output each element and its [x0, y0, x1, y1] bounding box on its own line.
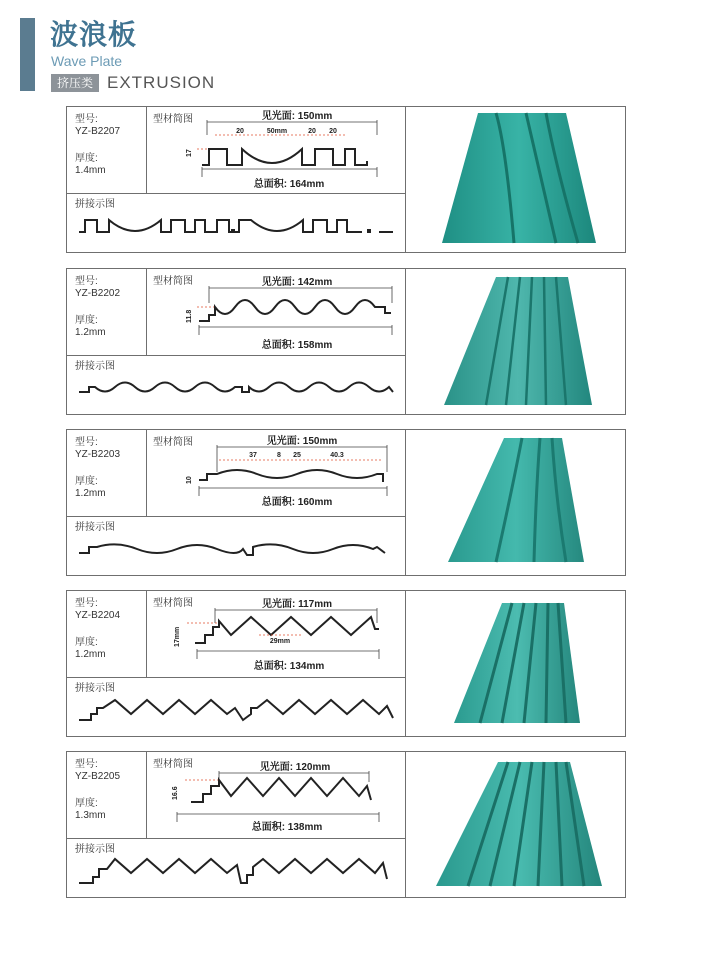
spec-cell	[67, 269, 147, 355]
profile-diagram	[147, 107, 405, 193]
profile-label: 型材简图	[153, 598, 193, 609]
thickness-label: 厚度:	[75, 476, 98, 487]
dim-label: 20	[308, 128, 316, 135]
category-tag: 挤压类	[51, 74, 99, 92]
dim-label: 8	[277, 452, 281, 459]
profile-cell	[147, 107, 405, 193]
total-face-label: 总面积: 160mm	[261, 497, 333, 508]
wave-panel-photo	[406, 269, 626, 414]
wave-panel-photo	[406, 752, 626, 897]
product-card-b2203	[66, 429, 626, 576]
height-label: 16.6	[172, 786, 179, 800]
product-photo-cell	[405, 430, 625, 575]
spec-cell	[67, 752, 147, 838]
visible-face-label: 见光面: 142mm	[261, 277, 333, 288]
dim-label: 20	[236, 128, 244, 135]
spec-cell	[67, 107, 147, 193]
dim-label: 25	[293, 452, 301, 459]
product-card-b2207	[66, 106, 626, 253]
spec-cell	[67, 591, 147, 677]
profile-diagram	[147, 430, 405, 516]
category-label: EXTRUSION	[107, 73, 216, 92]
dim-label: 20	[329, 128, 337, 135]
profile-cell	[147, 269, 405, 355]
thickness-value: 1.2mm	[75, 327, 106, 338]
total-face-label: 总面积: 138mm	[251, 822, 323, 833]
dim-label: 37	[249, 452, 257, 459]
wave-panel-photo	[406, 430, 626, 575]
profile-cell	[147, 752, 405, 838]
splice-diagram	[67, 356, 405, 414]
thickness-label: 厚度:	[75, 637, 98, 648]
product-photo-cell	[405, 107, 625, 252]
splice-cell	[67, 677, 405, 736]
splice-diagram	[67, 839, 405, 897]
profile-cell	[147, 591, 405, 677]
model-label: 型号:	[75, 114, 98, 125]
page-title: 波浪板	[50, 19, 138, 50]
splice-label: 拼接示图	[75, 683, 115, 694]
product-photo-cell	[405, 591, 625, 736]
profile-label: 型材简图	[153, 437, 193, 448]
visible-face-label: 见光面: 150mm	[261, 111, 333, 122]
splice-cell	[67, 516, 405, 575]
model-value: YZ-B2205	[75, 771, 121, 782]
spec-cell	[67, 430, 147, 516]
model-label: 型号:	[75, 276, 98, 287]
splice-label: 拼接示图	[75, 844, 115, 855]
header-accent-bar	[20, 18, 35, 91]
splice-cell	[67, 838, 405, 897]
thickness-value: 1.2mm	[75, 649, 106, 660]
thickness-value: 1.2mm	[75, 488, 106, 499]
thickness-value: 1.3mm	[75, 810, 106, 821]
page-subtitle: Wave Plate	[51, 53, 123, 69]
model-value: YZ-B2207	[75, 126, 121, 137]
height-label: 10	[186, 476, 193, 484]
height-label: 11.8	[186, 309, 193, 323]
model-label: 型号:	[75, 759, 98, 770]
splice-diagram	[67, 517, 405, 575]
profile-label: 型材简图	[153, 114, 193, 125]
dim-label: 40.3	[330, 452, 344, 459]
splice-label: 拼接示图	[75, 199, 115, 210]
model-label: 型号:	[75, 598, 98, 609]
profile-label: 型材简图	[153, 759, 193, 770]
product-card-b2204	[66, 590, 626, 737]
total-face-label: 总面积: 158mm	[261, 340, 333, 351]
splice-cell	[67, 193, 405, 252]
thickness-value: 1.4mm	[75, 165, 106, 176]
profile-cell	[147, 430, 405, 516]
wave-panel-photo	[406, 107, 626, 252]
splice-diagram	[67, 194, 405, 252]
visible-face-label: 见光面: 150mm	[266, 436, 338, 447]
total-face-label: 总面积: 164mm	[253, 179, 325, 190]
model-label: 型号:	[75, 437, 98, 448]
profile-diagram	[147, 269, 405, 355]
product-card-b2205	[66, 751, 626, 898]
splice-diagram	[67, 678, 405, 736]
model-value: YZ-B2204	[75, 610, 121, 621]
splice-label: 拼接示图	[75, 361, 115, 372]
height-label: 17	[186, 149, 193, 157]
height-label: 17mm	[174, 626, 181, 647]
model-value: YZ-B2202	[75, 288, 121, 299]
wave-panel-photo	[406, 591, 626, 736]
visible-face-label: 见光面: 117mm	[261, 599, 333, 610]
thickness-label: 厚度:	[75, 153, 98, 164]
model-value: YZ-B2203	[75, 449, 121, 460]
product-card-b2202	[66, 268, 626, 415]
profile-label: 型材简图	[153, 276, 193, 287]
profile-diagram	[147, 752, 405, 838]
splice-label: 拼接示图	[75, 522, 115, 533]
product-photo-cell	[405, 269, 625, 414]
dim-label: 50mm	[266, 128, 288, 135]
splice-cell	[67, 355, 405, 414]
thickness-label: 厚度:	[75, 315, 98, 326]
thickness-label: 厚度:	[75, 798, 98, 809]
product-photo-cell	[405, 752, 625, 897]
dim-label: 29mm	[269, 638, 291, 645]
visible-face-label: 见光面: 120mm	[259, 762, 331, 773]
total-face-label: 总面积: 134mm	[253, 661, 325, 672]
profile-diagram	[147, 591, 405, 677]
